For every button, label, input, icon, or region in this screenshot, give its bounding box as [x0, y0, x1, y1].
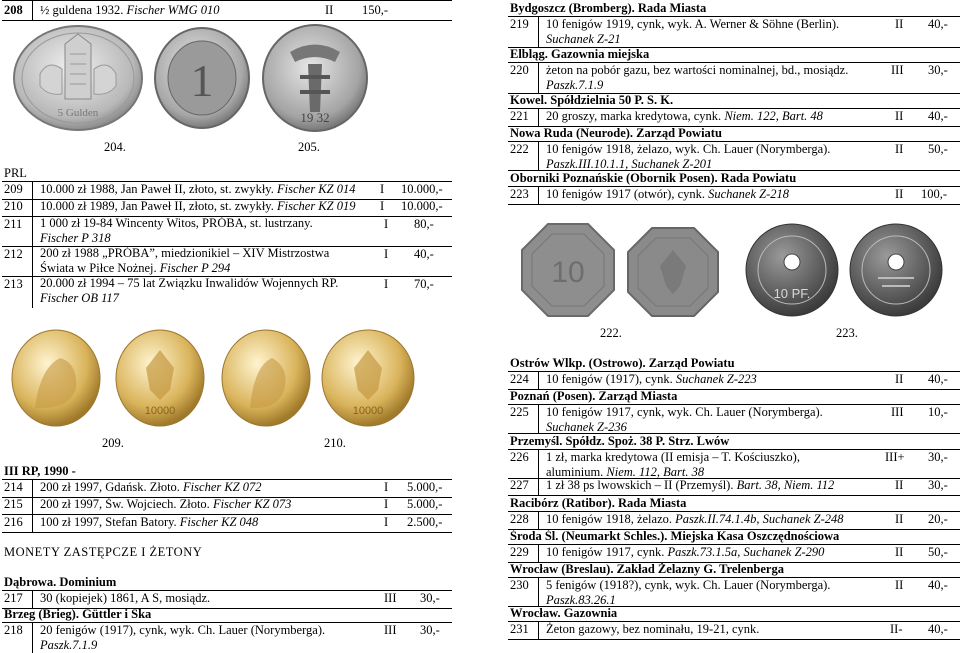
price: 50,-: [928, 142, 948, 156]
table-row: [2, 0, 452, 21]
table-row: [2, 199, 452, 217]
token-denomination: 10: [551, 256, 585, 289]
grade: II: [895, 545, 904, 559]
item-number: 211: [4, 217, 23, 231]
price: 80,-: [414, 217, 434, 231]
location-heading: Dąbrowa. Dominium: [4, 575, 117, 589]
coin-209-obverse-image: [10, 328, 102, 428]
table-row: [508, 544, 960, 563]
price: 30,-: [420, 591, 440, 605]
token-denomination: 10 PF.: [773, 286, 811, 301]
section-heading-iii-rp: III RP, 1990 -: [4, 464, 76, 478]
grade: I: [380, 199, 385, 213]
price: 30,-: [420, 623, 440, 637]
price: 30,-: [928, 63, 948, 77]
grade: II: [895, 372, 904, 386]
price: 40,-: [928, 17, 948, 31]
location-heading: Ostrów Wlkp. (Ostrowo). Zarząd Powiatu: [510, 356, 735, 370]
price: 30,-: [928, 450, 948, 464]
price: 10.000,-: [401, 182, 443, 196]
item-description: 10 fenigów 1918, żelazo.: [546, 512, 673, 526]
item-description: 10 fenigów 1917, cynk.: [546, 545, 665, 559]
item-number: 229: [510, 545, 529, 559]
table-row: [2, 622, 452, 653]
grade: II: [895, 578, 904, 592]
token-223-obverse-image: [744, 222, 840, 318]
catalog-reference: Paszk.III.10.1.1, Suchanek Z-201: [546, 157, 713, 171]
coin-205-obverse-image: [152, 24, 252, 132]
price: 50,-: [928, 545, 948, 559]
grade: III: [384, 623, 397, 637]
catalog-reference: Suchanek Z-236: [546, 420, 627, 434]
price: 40,-: [928, 372, 948, 386]
grade: III+: [885, 450, 905, 464]
item-number: 227: [510, 478, 529, 492]
table-row: [508, 621, 960, 640]
price: 5.000,-: [407, 480, 443, 494]
catalog-reference: Fischer KZ 072: [183, 480, 262, 494]
price: 30,-: [928, 478, 948, 492]
item-number: 221: [510, 109, 529, 123]
catalog-reference: Paszk.7.1.9: [546, 78, 604, 92]
table-row: [2, 247, 452, 277]
item-description: 1 000 zł 19-84 Wincenty Witos, PRÓBA, st. lustrzany.: [40, 216, 313, 230]
table-row: [2, 515, 452, 533]
grade: II: [895, 17, 904, 31]
grade: II: [895, 512, 904, 526]
image-caption-204: 204.: [104, 140, 126, 154]
item-description: 10.000 zł 1988, Jan Paweł II, złoto, st. zwykły.: [40, 182, 274, 196]
grade: I: [384, 247, 389, 261]
grade: II: [895, 109, 904, 123]
location-heading: Kowel. Spółdzielnia 50 P. S. K.: [510, 93, 674, 107]
image-caption-205: 205.: [298, 140, 320, 154]
table-row: [2, 181, 452, 200]
catalog-reference: Niem. 112, Bart. 38: [606, 465, 705, 479]
table-row: [508, 478, 960, 496]
image-caption-222: 222.: [600, 326, 622, 340]
catalog-reference: Bart. 38, Niem. 112: [736, 478, 835, 492]
coin-204-obverse-image: [10, 24, 146, 132]
table-row: [508, 511, 960, 530]
grade: I: [380, 182, 385, 196]
table-row: [508, 371, 960, 390]
item-description: żeton na pobór gazu, bez wartości nominalnej, bd., mosiądz.: [546, 63, 849, 77]
item-number: 220: [510, 63, 529, 77]
location-heading: Wrocław. Gazownia: [510, 606, 618, 620]
item-number: 224: [510, 372, 529, 386]
section-heading-monety: MONETY ZASTĘPCZE I ŻETONY: [4, 545, 203, 559]
catalog-reference: Fischer P 318: [40, 231, 111, 245]
catalog-reference: Suchanek Z-218: [708, 187, 790, 201]
item-description: 1 zł, marka kredytowa (II emisja – T. Kościuszko),: [546, 450, 800, 464]
location-heading: Oborniki Poznańskie (Obornik Posen). Rada Powiatu: [510, 171, 797, 185]
grade: III: [384, 591, 397, 605]
grade: III: [891, 405, 904, 419]
grade: I: [384, 515, 389, 529]
catalog-reference: Niem. 122, Bart. 48: [724, 109, 823, 123]
token-222-obverse-image: [520, 222, 616, 318]
location-heading: Poznań (Posen). Zarząd Miasta: [510, 389, 678, 403]
location-heading: Racibórz (Ratibor). Rada Miasta: [510, 496, 687, 510]
item-number: 215: [4, 497, 23, 511]
location-heading: Wrocław (Breslau). Zakład Żelazny G. Trelenberga: [510, 562, 784, 576]
table-row: [508, 404, 960, 434]
table-row: [508, 141, 960, 171]
grade: I: [384, 497, 389, 511]
item-number: 222: [510, 142, 529, 156]
token-222-reverse-image: [626, 226, 720, 318]
location-heading: Elbląg. Gazownia miejska: [510, 47, 650, 61]
catalog-reference: Fischer KZ 019: [277, 199, 356, 213]
grade: I: [384, 277, 389, 291]
table-row: [2, 497, 452, 515]
location-heading: Przemyśl. Spółdz. Spoż. 38 P. Strz. Lwów: [510, 434, 730, 448]
item-description: 10 fenigów 1917 (otwór), cynk.: [546, 187, 705, 201]
location-heading: Bydgoszcz (Bromberg). Rada Miasta: [510, 1, 707, 15]
grade: II: [895, 142, 904, 156]
item-number: 223: [510, 187, 529, 201]
item-number: 217: [4, 591, 23, 605]
price: 40,-: [928, 578, 948, 592]
coin-205-reverse-image: [260, 22, 370, 134]
catalog-reference: Paszk.7.1.9: [40, 638, 98, 652]
catalog-reference: Suchanek Z-21: [546, 32, 621, 46]
item-description: 10 fenigów 1918, żelazo, wyk. Ch. Lauer (Norymberga).: [546, 142, 831, 156]
price: 40,-: [414, 247, 434, 261]
price: 20,-: [928, 512, 948, 526]
item-description: 10 fenigów (1917), cynk.: [546, 372, 673, 386]
location-heading: Brzeg (Brieg). Güttler i Ska: [4, 607, 152, 621]
coin-denomination: 10000: [144, 405, 176, 417]
item-description: 5 fenigów (1918?), cynk, wyk. Ch. Lauer (Norymberga).: [546, 578, 831, 592]
item-number: 214: [4, 480, 23, 494]
table-row: [508, 62, 960, 94]
price: 150,-: [362, 3, 389, 17]
item-description: 200 zł 1997, Św. Wojciech. Złoto.: [40, 497, 210, 511]
price: 10,-: [928, 405, 948, 419]
token-223-reverse-image: [848, 222, 944, 318]
item-number: 216: [4, 515, 23, 529]
grade: III: [891, 63, 904, 77]
table-row: [2, 277, 452, 308]
item-description: 20 fenigów (1917), cynk, wyk. Ch. Lauer (Norymberga).: [40, 623, 326, 637]
item-number: 228: [510, 512, 529, 526]
grade: II: [325, 3, 334, 17]
price: 40,-: [928, 622, 948, 636]
price: 100,-: [921, 187, 948, 201]
catalog-reference: Paszk.II.74.1.4b, Suchanek Z-248: [675, 512, 844, 526]
coin-denomination: 10000: [352, 405, 384, 417]
item-number: 225: [510, 405, 529, 419]
image-caption-210: 210.: [324, 436, 346, 450]
grade: II: [895, 478, 904, 492]
price: 5.000,-: [407, 497, 443, 511]
price: 70,-: [414, 277, 434, 291]
item-description-continued: aluminium.: [546, 465, 604, 479]
location-heading: Nowa Ruda (Neurode). Zarząd Powiatu: [510, 126, 722, 140]
coin-denomination: 1: [190, 55, 214, 106]
item-description: 10 fenigów 1917, cynk, wyk. Ch. Lauer (Norymberga).: [546, 405, 823, 419]
section-heading-prl: PRL: [4, 166, 27, 180]
table-row: [508, 449, 960, 479]
catalog-reference: Paszk.73.1.5a, Suchanek Z-290: [667, 545, 825, 559]
price: 2.500,-: [407, 515, 443, 529]
item-number: 218: [4, 623, 23, 637]
catalog-reference: Fischer OB 117: [40, 291, 119, 305]
item-number: 226: [510, 450, 529, 464]
item-number: 231: [510, 622, 529, 636]
table-row: [508, 16, 960, 48]
grade: II-: [890, 622, 903, 636]
item-description: 20.000 zł 1994 – 75 lat Związku Inwalidów Wojennych RP.: [40, 276, 339, 290]
item-description: 200 zł 1988 „PRÓBA”, miedzionikiel – XIV Mistrzostwa: [40, 246, 330, 260]
catalog-reference: Fischer KZ 073: [212, 497, 292, 511]
item-description: 30 (kopiejek) 1861, A S, mosiądz.: [40, 591, 211, 605]
item-number: 219: [510, 17, 529, 31]
catalog-reference: Suchanek Z-223: [675, 372, 757, 386]
price: 40,-: [928, 109, 948, 123]
table-row: [508, 577, 960, 607]
table-row: [2, 479, 452, 498]
image-caption-209: 209.: [102, 436, 124, 450]
table-row: [508, 186, 960, 205]
table-row: [2, 217, 452, 247]
coin-legend: 5 Gulden: [57, 107, 99, 119]
grade: I: [384, 480, 389, 494]
item-description: 1 zł 38 ps lwowskich – II (Przemyśl).: [546, 478, 734, 492]
item-description: 10 fenigów 1919, cynk, wyk. A. Werner & Söhne (Berlin).: [546, 17, 840, 31]
image-caption-223: 223.: [836, 326, 858, 340]
table-row: [508, 108, 960, 127]
item-description: Żeton gazowy, bez nominału, 19-21, cynk.: [546, 622, 760, 636]
catalog-reference: Fischer KZ 048: [179, 515, 259, 529]
coin-210-reverse-image: [320, 328, 416, 428]
coin-date: 19 32: [300, 110, 330, 125]
item-number: 212: [4, 247, 23, 261]
item-number: 230: [510, 578, 529, 592]
item-number: 208: [4, 3, 23, 17]
item-number: 213: [4, 277, 23, 291]
catalog-reference: Fischer P 294: [159, 261, 231, 275]
location-heading: Środa Śl. (Neumarkt Schles.). Miejska Kasa Oszczędnościowa: [510, 529, 840, 543]
item-description: 20 groszy, marka kredytowa, cynk.: [546, 109, 722, 123]
catalog-reference: Fischer KZ 014: [277, 182, 356, 196]
price: 10.000,-: [401, 199, 443, 213]
item-description: ½ guldena 1932.: [40, 3, 124, 17]
item-description: 200 zł 1997, Gdańsk. Złoto.: [40, 480, 180, 494]
coin-210-obverse-image: [220, 328, 312, 428]
item-description-continued: Świata w Piłce Nożnej.: [40, 261, 157, 275]
item-number: 209: [4, 182, 23, 196]
grade: I: [384, 217, 389, 231]
catalog-reference: Fischer WMG 010: [126, 3, 220, 17]
item-number: 210: [4, 199, 23, 213]
item-description: 100 zł 1997, Stefan Batory.: [40, 515, 177, 529]
item-description: 10.000 zł 1989, Jan Paweł II, złoto, st. zwykły.: [40, 199, 274, 213]
catalog-reference: Paszk.83.26.1: [546, 593, 616, 607]
grade: II: [895, 187, 904, 201]
coin-209-reverse-image: [114, 328, 206, 428]
